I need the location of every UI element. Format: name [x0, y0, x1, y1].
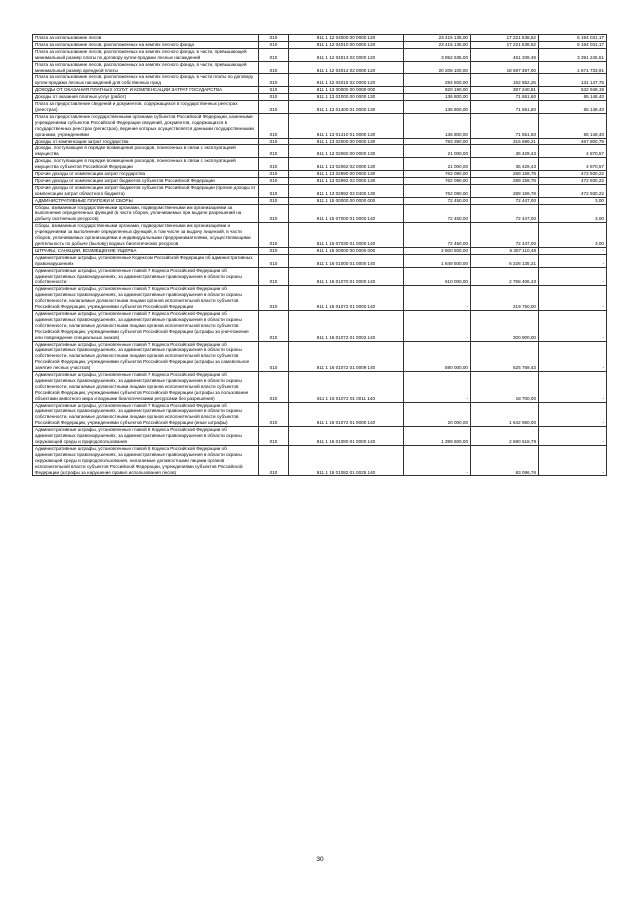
- row-line-code: 010: [259, 445, 289, 476]
- row-unexecuted: 472 930,22: [539, 171, 607, 178]
- row-unexecuted: -: [539, 372, 607, 403]
- row-unexecuted: 472 930,22: [539, 177, 607, 184]
- row-name: Прочие доходы от компенсации затрат бюджетов субъектов Российской Федерации (прочие доходы от компенсации затрат областного бюджета): [33, 184, 259, 197]
- table-row: [33, 101, 607, 114]
- row-approved-plan: 762 090,00: [404, 184, 471, 197]
- row-line-code: 010: [259, 372, 289, 403]
- table-row: [33, 48, 607, 61]
- row-budget-code: 811 1 15 07030 01 0000 140: [289, 223, 404, 248]
- row-approved-plan: 783 390,00: [404, 138, 471, 145]
- row-executed: 219 750,00: [471, 286, 539, 311]
- row-unexecuted: -: [539, 286, 607, 311]
- row-line-code: 010: [259, 171, 289, 178]
- row-name: Доходы от оказания платных услуг (работ): [33, 94, 259, 101]
- row-budget-code: 811 1 12 04000 00 0000 120: [289, 35, 404, 42]
- row-line-code: 010: [259, 254, 289, 267]
- row-budget-code: 811 1 16 01072 01 0011 140: [289, 372, 404, 403]
- row-line-code: 010: [259, 184, 289, 197]
- row-executed: 315 589,21: [471, 138, 539, 145]
- table-row: [33, 310, 607, 341]
- row-name: Административные штрафы, установленные главой 7 Кодекса Российской Федерации об административных правонарушениях, за административные правонарушения в области охраны собственности: [33, 267, 259, 286]
- row-executed: 2 690 518,78: [471, 427, 539, 446]
- row-unexecuted: 4 870,57: [539, 158, 607, 171]
- table-row: [33, 177, 607, 184]
- row-budget-code: 811 1 13 01000 00 0000 130: [289, 94, 404, 101]
- row-name: ШТРАФЫ, САНКЦИИ, ВОЗМЕЩЕНИЕ УЩЕРБА: [33, 247, 259, 254]
- table-row: [33, 372, 607, 403]
- row-executed: 72 447,00: [471, 204, 539, 223]
- table-row: [33, 254, 607, 267]
- row-budget-code: 811 1 16 01082 01 0025 140: [289, 445, 404, 476]
- table-row: [33, 138, 607, 145]
- row-executed: 36 429,43: [471, 158, 539, 171]
- table-row: [33, 41, 607, 48]
- row-name: Административные штрафы, установленные главой 7 Кодекса Российской Федерации об административных правонарушениях, за административные правонарушения в области охраны собственности, налагаемые должностными лицами органов исполнительной власти субъектов Российской Федерации, учреждениями субъектов Российской Федерации (иные штрафы): [33, 402, 259, 427]
- row-line-code: 010: [259, 177, 289, 184]
- row-approved-plan: 590 000,00: [404, 341, 471, 372]
- row-unexecuted: 65 148,40: [539, 101, 607, 114]
- row-line-code: 010: [259, 341, 289, 372]
- row-budget-code: 811 1 13 02992 02 0000 130: [289, 177, 404, 184]
- row-name: Плата за использование лесов: [33, 35, 259, 42]
- row-name: Административные штрафы, установленные главой 7 Кодекса Российской Федерации об административных правонарушениях, за административные правонарушения в области охраны собственности, налагаемые должностными лицами органов исполнительной власти субъектов Российской Федерации, учреждениями субъектов Российской Федерации: [33, 286, 259, 311]
- row-line-code: 010: [259, 223, 289, 248]
- row-unexecuted: 472 930,22: [539, 184, 607, 197]
- row-line-code: 010: [259, 113, 289, 138]
- row-unexecuted: -: [539, 445, 607, 476]
- row-name: Плата за использование лесов, расположенных на землях лесного фонда, в части платы по договору купли-продажи лесных насаждений для собственных нужд: [33, 74, 259, 87]
- row-unexecuted: 467 800,79: [539, 138, 607, 145]
- row-unexecuted: 65 148,40: [539, 113, 607, 138]
- row-approved-plan: 136 800,00: [404, 101, 471, 114]
- table-row: [33, 402, 607, 427]
- row-name: Административные штрафы, установленные главой 7 Кодекса Российской Федерации об административных правонарушениях, за административные правонарушения в области охраны собственности, налагаемые должностными лицами органов исполнительной власти субъектов Российской Федерации, учреждениями субъектов Российской Федерации (штрафы за пользование объектами животного мира и водными биологическими ресурсами без разрешения): [33, 372, 259, 403]
- row-name: Сборы, взимаемые государственными органами, подведомственными им организациями за выполнение определенных функций (в части сборов, уплачиваемых при выдаче разрешений на добычу охотничьих ресурсов): [33, 204, 259, 223]
- row-executed: 289 159,78: [471, 177, 539, 184]
- table-row: [33, 35, 607, 42]
- revenue-table: [32, 34, 607, 476]
- row-name: Плата за использование лесов, расположенных на землях лесного фонда, в части, превышающей минимальный размер платы по договору купли-продажи лесных насаждений: [33, 48, 259, 61]
- table-row: [33, 445, 607, 476]
- row-approved-plan: 294 500,00: [404, 74, 471, 87]
- row-unexecuted: 131 147,75: [539, 74, 607, 87]
- table-row: [33, 113, 607, 138]
- row-line-code: 010: [259, 61, 289, 74]
- row-unexecuted: 532 949,19: [539, 87, 607, 94]
- row-unexecuted: 4 870,57: [539, 145, 607, 158]
- row-name: Плата за предоставление сведений и документов, содержащихся в государственных реестрах (реестрах): [33, 101, 259, 114]
- table-row: [33, 286, 607, 311]
- row-executed: 71 651,60: [471, 94, 539, 101]
- row-name: Административные штрафы, установленные главой 7 Кодекса Российской Федерации об административных правонарушениях, за административные правонарушения в области охраны собственности, налагаемые должностными лицами органов исполнительной власти субъектов Российской Федерации, учреждениями субъектов Российской Федерации (штрафы за самовольное занятие лесных участков): [33, 341, 259, 372]
- row-executed: 18 597 397,00: [471, 61, 539, 74]
- row-line-code: 010: [259, 48, 289, 61]
- row-name: Административные штрафы, установленные главой 7 Кодекса Российской Федерации об административных правонарушениях, за административные правонарушения в области охраны собственности, налагаемые должностными лицами органов исполнительной власти субъектов Российской Федерации, учреждениями субъектов Российской Федерации (штрафы за уничтожение или повреждение специальных знаков): [33, 310, 259, 341]
- row-budget-code: 811 1 16 01070 01 0000 140: [289, 267, 404, 286]
- row-executed: 289 159,78: [471, 184, 539, 197]
- row-unexecuted: 65 148,40: [539, 94, 607, 101]
- table-row: [33, 223, 607, 248]
- row-unexecuted: -: [539, 247, 607, 254]
- row-name: Плата за использование лесов, расположенных на землях лесного фонда, в части, превышающей минимальный размер арендной платы: [33, 61, 259, 74]
- row-approved-plan: 23 415 135,00: [404, 41, 471, 48]
- row-unexecuted: 1 671 733,91: [539, 61, 607, 74]
- row-unexecuted: 3 391 245,51: [539, 48, 607, 61]
- row-name: Прочие доходы от компенсации затрат бюджетов субъектов Российской Федерации: [33, 177, 259, 184]
- table-row: [33, 74, 607, 87]
- row-name: ДОХОДЫ ОТ ОКАЗАНИЯ ПЛАТНЫХ УСЛУГ И КОМПЕНСАЦИИ ЗАТРАТ ГОСУДАРСТВА: [33, 87, 259, 94]
- row-budget-code: 811 1 13 02992 02 0400 130: [289, 184, 404, 197]
- row-budget-code: 811 1 13 02000 00 0000 130: [289, 138, 404, 145]
- row-line-code: 010: [259, 94, 289, 101]
- row-budget-code: 811 1 16 01080 01 0000 140: [289, 427, 404, 446]
- row-line-code: 010: [259, 138, 289, 145]
- row-executed: 162 852,25: [471, 74, 539, 87]
- table-row: [33, 171, 607, 178]
- row-executed: 6 307 110,48: [471, 247, 539, 254]
- table-row: [33, 184, 607, 197]
- table-row: [33, 341, 607, 372]
- table-row: [33, 267, 607, 286]
- row-approved-plan: 20 000,00: [404, 402, 471, 427]
- row-unexecuted: -: [539, 341, 607, 372]
- row-executed: 300 900,00: [471, 310, 539, 341]
- table-row: [33, 197, 607, 204]
- revenue-table-body: [33, 35, 607, 476]
- row-name: Административные штрафы, установленные главой 8 Кодекса Российской Федерации об административных правонарушениях, за административные правонарушения в области охраны окружающей среды и природопользования: [33, 427, 259, 446]
- row-budget-code: 811 1 16 01072 01 0009 140: [289, 341, 404, 372]
- row-line-code: 010: [259, 204, 289, 223]
- row-line-code: 010: [259, 310, 289, 341]
- row-executed: 1 642 960,00: [471, 402, 539, 427]
- row-executed: 625 769,43: [471, 341, 539, 372]
- row-budget-code: 811 1 13 01400 01 0000 130: [289, 101, 404, 114]
- row-line-code: 010: [259, 74, 289, 87]
- row-approved-plan: 3 852 635,00: [404, 48, 471, 61]
- row-executed: 17 221 538,52: [471, 41, 539, 48]
- report-sheet: [32, 34, 606, 476]
- row-approved-plan: -: [404, 372, 471, 403]
- row-executed: 17 221 538,52: [471, 35, 539, 42]
- row-line-code: 010: [259, 247, 289, 254]
- row-approved-plan: -: [404, 445, 471, 476]
- row-executed: 83 096,76: [471, 445, 539, 476]
- row-unexecuted: 6 194 031,17: [539, 41, 607, 48]
- row-budget-code: 811 1 13 00000 00 0000 000: [289, 87, 404, 94]
- row-unexecuted: -: [539, 310, 607, 341]
- row-budget-code: 811 1 16 01072 01 0000 140: [289, 286, 404, 311]
- row-line-code: 010: [259, 41, 289, 48]
- row-approved-plan: 21 000,00: [404, 158, 471, 171]
- row-name: Прочие доходы от компенсации затрат государства: [33, 171, 259, 178]
- row-approved-plan: 23 415 135,00: [404, 35, 471, 42]
- row-approved-plan: 136 800,00: [404, 113, 471, 138]
- row-budget-code: 811 1 16 01072 01 9000 140: [289, 402, 404, 427]
- table-row: [33, 87, 607, 94]
- row-name: Административные штрафы, установленные Кодексом Российской Федерации об административных правонарушениях: [33, 254, 259, 267]
- table-row: [33, 61, 607, 74]
- row-budget-code: 811 1 13 02990 00 0000 130: [289, 171, 404, 178]
- table-row: [33, 247, 607, 254]
- row-executed: 36 429,43: [471, 145, 539, 158]
- row-name: Доходы от компенсации затрат государства: [33, 138, 259, 145]
- row-executed: 2 758 406,43: [471, 267, 539, 286]
- row-line-code: 010: [259, 35, 289, 42]
- row-line-code: 010: [259, 101, 289, 114]
- row-line-code: 010: [259, 145, 289, 158]
- row-executed: 71 651,60: [471, 113, 539, 138]
- row-approved-plan: -: [404, 310, 471, 341]
- row-approved-plan: 72 450,00: [404, 223, 471, 248]
- row-budget-code: 811 1 15 07000 01 0000 140: [289, 204, 404, 223]
- row-budget-code: 811 1 15 00000 00 0000 000: [289, 197, 404, 204]
- row-approved-plan: 136 800,00: [404, 94, 471, 101]
- row-approved-plan: 21 000,00: [404, 145, 471, 158]
- row-approved-plan: 20 208 100,00: [404, 61, 471, 74]
- table-row: [33, 427, 607, 446]
- row-budget-code: 811 1 12 04010 00 0000 120: [289, 41, 404, 48]
- row-approved-plan: 610 000,00: [404, 267, 471, 286]
- row-budget-code: 811 1 13 02062 02 0000 130: [289, 158, 404, 171]
- row-budget-code: 811 1 12 04015 02 0000 120: [289, 74, 404, 87]
- row-line-code: 010: [259, 87, 289, 94]
- table-row: [33, 145, 607, 158]
- row-approved-plan: 762 090,00: [404, 177, 471, 184]
- row-unexecuted: -: [539, 267, 607, 286]
- row-budget-code: 811 1 12 04014 02 0000 120: [289, 61, 404, 74]
- row-name: Доходы, поступающие в порядке возмещения расходов, понесенных в связи с эксплуатацией имущества субъектов Российской Федерации: [33, 158, 259, 171]
- row-approved-plan: 1 849 500,00: [404, 254, 471, 267]
- row-budget-code: 811 1 13 02060 00 0000 130: [289, 145, 404, 158]
- row-budget-code: 811 1 12 04013 02 0000 120: [289, 48, 404, 61]
- row-line-code: 010: [259, 267, 289, 286]
- row-executed: 72 447,00: [471, 197, 539, 204]
- row-unexecuted: 6 194 031,17: [539, 35, 607, 42]
- row-budget-code: 811 1 13 01410 01 0000 130: [289, 113, 404, 138]
- row-executed: 6 228 135,31: [471, 254, 539, 267]
- table-row: [33, 204, 607, 223]
- table-row: [33, 158, 607, 171]
- table-row: [33, 94, 607, 101]
- row-line-code: 010: [259, 427, 289, 446]
- row-line-code: 010: [259, 197, 289, 204]
- row-budget-code: 811 1 16 01072 01 0002 140: [289, 310, 404, 341]
- row-approved-plan: 920 190,00: [404, 87, 471, 94]
- row-line-code: 010: [259, 286, 289, 311]
- row-executed: 289 159,78: [471, 171, 539, 178]
- row-executed: 71 651,60: [471, 101, 539, 114]
- row-unexecuted: -: [539, 402, 607, 427]
- row-name: Плата за использование лесов, расположенных на землях лесного фонда: [33, 41, 259, 48]
- row-name: АДМИНИСТРАТИВНЫЕ ПЛАТЕЖИ И СБОРЫ: [33, 197, 259, 204]
- row-line-code: 010: [259, 158, 289, 171]
- row-name: Административные штрафы, установленные главой 8 Кодекса Российской Федерации об административных правонарушениях, за административные правонарушения в области охраны окружающей среды и природопользования, налагаемые должностными лицами органов исполнительной власти субъектов Российской Федерации, учреждениями субъектов Российской Федерации (штрафы за нарушение правил использования лесов): [33, 445, 259, 476]
- row-name: Доходы, поступающие в порядке возмещения расходов, понесенных в связи с эксплуатацией имущества: [33, 145, 259, 158]
- row-unexecuted: 3,00: [539, 197, 607, 204]
- row-name: Плата за предоставление государственными органами субъектов Российской Федерации, казенными учреждениями субъектов Российской Федерации сведений, документов, содержащихся в государственных реестрах (регистрах), ведение которых осуществляется данными государственными органами, учреждениями: [33, 113, 259, 138]
- row-executed: 72 447,00: [471, 223, 539, 248]
- row-unexecuted: 3,00: [539, 223, 607, 248]
- row-approved-plan: 1 399 500,00: [404, 427, 471, 446]
- row-approved-plan: 72 450,00: [404, 204, 471, 223]
- row-executed: 18 700,00: [471, 372, 539, 403]
- row-budget-code: 811 1 16 00000 00 0000 000: [289, 247, 404, 254]
- row-approved-plan: 2 800 500,00: [404, 247, 471, 254]
- row-name: Сборы, взимаемые государственными органами, подведомственными им организациями и учреждениями за выполнение определенных функций, в том числе за выдачу лицензий, в части сборов, уплачиваемых организациями и индивидуальными предпринимателями, осуществляющими деятельность по добыче (вылову) водных биологических ресурсов: [33, 223, 259, 248]
- row-line-code: 010: [259, 402, 289, 427]
- row-executed: 387 240,81: [471, 87, 539, 94]
- row-approved-plan: 762 090,00: [404, 171, 471, 178]
- row-unexecuted: -: [539, 254, 607, 267]
- row-executed: 461 339,49: [471, 48, 539, 61]
- row-unexecuted: -: [539, 427, 607, 446]
- row-budget-code: 811 1 16 01000 01 0000 140: [289, 254, 404, 267]
- row-approved-plan: -: [404, 286, 471, 311]
- row-approved-plan: 72 450,00: [404, 197, 471, 204]
- page-number: 30: [316, 856, 324, 863]
- row-unexecuted: 3,00: [539, 204, 607, 223]
